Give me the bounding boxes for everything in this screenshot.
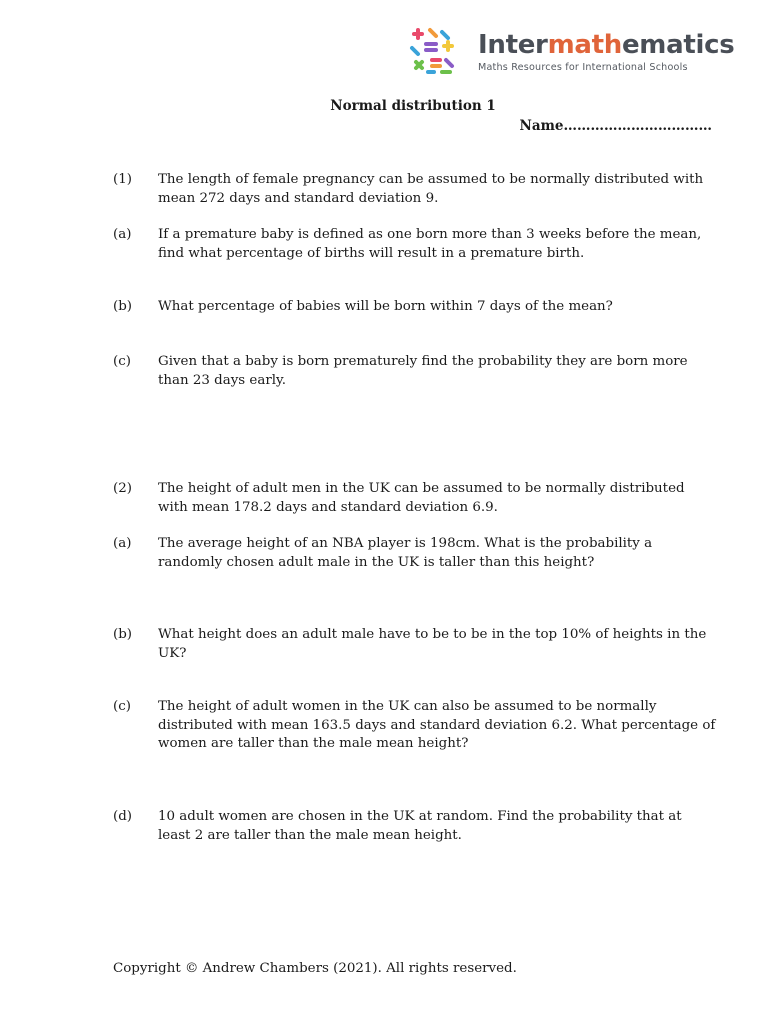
question-label: (a) [113,536,132,551]
question-text: 10 adult women are chosen in the UK at random. Find the probability that at least 2 are taller than the male mean height. [158,809,682,843]
question-label: (b) [113,299,133,314]
question-label: (c) [113,699,131,714]
question-label: (d) [113,809,133,824]
question-text: The height of adult women in the UK can also be assumed to be normally distributed with mean 163.5 days and standard deviation 6.2. What percentage of women are taller than the male mean height? [158,699,716,751]
question-text: What percentage of babies will be born within 7 days of the mean? [158,299,613,314]
copyright-footer: Copyright © Andrew Chambers (2021). All rights reserved. [113,961,517,976]
intermathematics-logo [406,24,735,80]
logo-wordmark [478,30,734,60]
question-label: (2) [113,481,132,496]
question-text: If a premature baby is defined as one born more than 3 weeks before the mean, find what percentage of births will result in a premature birth. [158,227,702,261]
logo-mark-icon [406,24,460,78]
question-label: (1) [113,172,132,187]
question-label: (b) [113,627,133,642]
logo-tagline: Maths Resources for International Schools [478,62,688,73]
question-text: What height does an adult male have to be to be in the top 10% of heights in the UK? [158,627,707,661]
question-label: (a) [113,227,132,242]
name-field: Name…………………………… [519,118,712,134]
logo-word-ematics: ematics [621,30,735,60]
logo-word-inter: Inter [478,30,548,60]
question-text: The height of adult men in the UK can be assumed to be normally distributed with mean 178.2 days and standard deviation 6.9. [158,481,685,515]
question-label: (c) [113,354,131,369]
question-text: The average height of an NBA player is 198cm. What is the probability a randomly chosen adult male in the UK is taller than this height? [158,536,653,570]
page-title: Normal distribution 1 [330,98,496,114]
logo-word-math: math [547,30,622,60]
question-text: The length of female pregnancy can be assumed to be normally distributed with mean 272 days and standard deviation 9. [158,172,704,206]
question-text: Given that a baby is born prematurely find the probability they are born more than 23 days early. [158,354,688,388]
